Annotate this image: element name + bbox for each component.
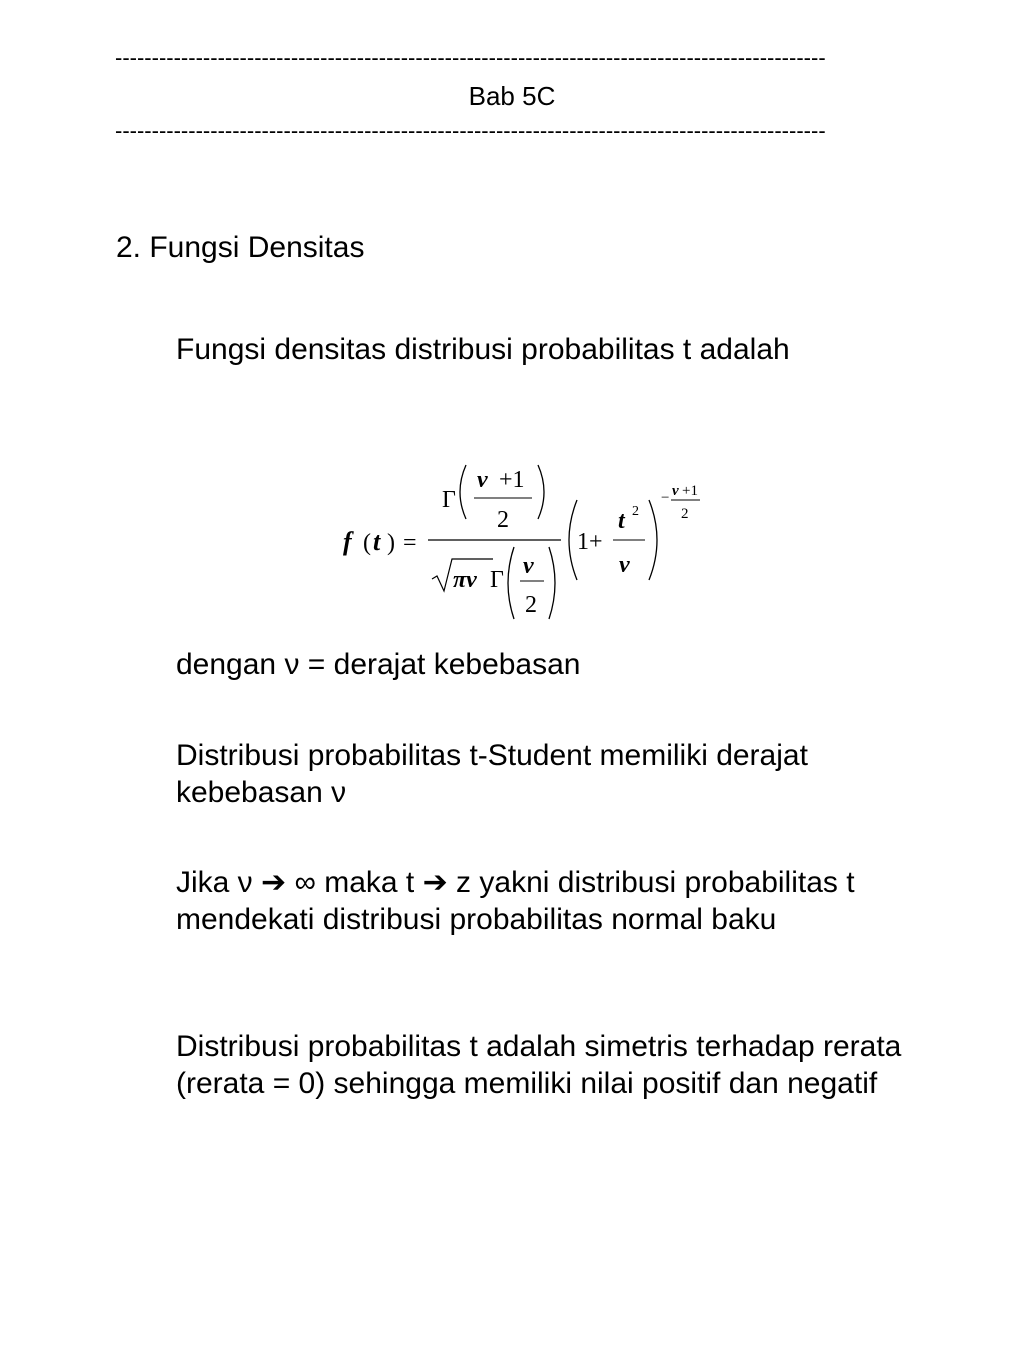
chapter-title: Bab 5C	[468, 81, 556, 111]
header-dash-line-bottom: -------------------------------------------------------------------------------------------------	[115, 119, 826, 143]
formula-equals: =	[403, 530, 417, 556]
formula-t: t	[373, 527, 381, 556]
exponent-plus-one: +1	[682, 483, 698, 499]
paren-left-numerator	[460, 465, 466, 519]
section-heading: 2. Fungsi Densitas	[116, 231, 365, 264]
one-plus: 1+	[577, 529, 603, 555]
intro-paragraph: Fungsi densitas distribusi probabilitas t adalah	[176, 333, 790, 366]
density-formula	[335, 455, 715, 630]
paren-left-denominator	[508, 547, 514, 619]
gamma-denominator: Γ	[490, 567, 504, 593]
exponent-two: 2	[681, 506, 689, 522]
exponent-minus: −	[661, 490, 670, 506]
nu-base-denominator: ν	[619, 552, 630, 578]
paren-right-numerator	[538, 465, 544, 519]
paren-right-denominator	[549, 547, 555, 619]
t-squared-exponent: 2	[632, 504, 639, 519]
paren-left-base	[569, 500, 577, 580]
two-numerator: 2	[497, 507, 509, 533]
t-squared-base: t	[618, 508, 625, 534]
formula-f: f	[343, 527, 352, 556]
nu-denominator-gamma: ν	[523, 553, 534, 579]
limit-normal-paragraph: Jika ν ➔ ∞ maka t ➔ z yakni distribusi probabilitas t mendekati distribusi probabilitas normal baku	[176, 866, 855, 936]
pi-nu: πν	[453, 567, 477, 593]
header-dash-line-top: -------------------------------------------------------------------------------------------------	[115, 46, 826, 70]
exponent-nu: ν	[672, 483, 679, 499]
formula-paren-close: )	[387, 530, 395, 556]
gamma-numerator: Γ	[442, 487, 456, 513]
symmetry-paragraph: Distribusi probabilitas t adalah simetris terhadap rerata (rerata = 0) sehingga memiliki nilai positif dan negatif	[176, 1030, 902, 1100]
degrees-of-freedom-paragraph: Distribusi probabilitas t-Student memiliki derajat kebebasan ν	[176, 739, 808, 809]
two-denominator: 2	[525, 592, 537, 618]
formula-paren-open: (	[363, 530, 371, 556]
nu-numerator: ν	[477, 467, 488, 493]
paren-right-base	[649, 500, 657, 580]
plus-one-numerator: +1	[499, 467, 525, 493]
nu-definition-paragraph: dengan ν = derajat kebebasan	[176, 648, 581, 681]
